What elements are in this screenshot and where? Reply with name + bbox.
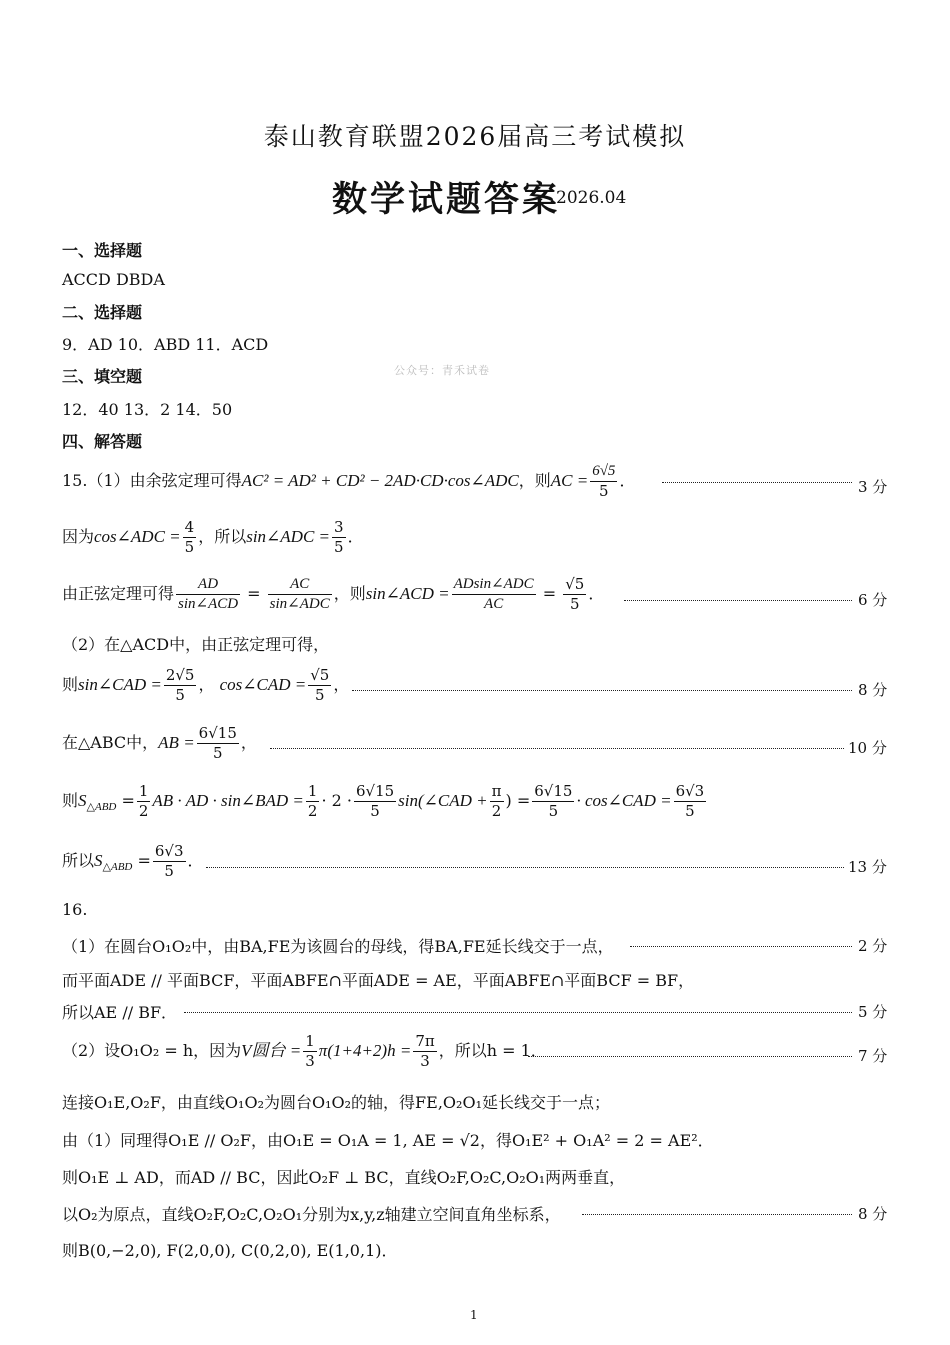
- score-6: 6 分: [858, 591, 888, 609]
- q16-line1: （1）在圆台O₁O₂中，由BA,FE为该圆台的母线，得BA,FE延长线交于一点，: [62, 937, 614, 956]
- q15-line6: 在△ABC中，AB = $\frac{6√15}{5}$ ，: [62, 724, 257, 762]
- q16-line5: 连接O₁E,O₂F，由直线O₁O₂为圆台O₁O₂的轴，得FE,O₂O₁延长线交于一点；: [62, 1093, 610, 1112]
- q16-line2: 而平面ADE // 平面BCF，平面ABFE∩平面ADE = AE，平面ABFE∩平面BCF = BF，: [62, 971, 695, 990]
- leader-dots: [662, 482, 852, 483]
- score-2: 2 分: [858, 937, 888, 955]
- fill-answers: 12．40 13．2 14．50: [62, 400, 233, 419]
- section-fill-label: 三、填空题: [62, 367, 143, 386]
- leader-dots: [352, 690, 852, 691]
- score-3: 3 分: [858, 478, 888, 496]
- q16-line9: 则B(0,−2,0), F(2,0,0), C(0,2,0), E(1,0,1)．: [62, 1241, 398, 1260]
- section-solve-label: 四、解答题: [62, 432, 143, 451]
- section-choice-label: 一、选择题: [62, 241, 143, 260]
- q15-line2: 因为cos∠ADC = $\frac{4}{5}$ ，所以sin∠ADC = $\frac{3}{5}$ ．: [62, 518, 364, 556]
- score-8b: 8 分: [858, 1205, 888, 1223]
- score-10: 10 分: [848, 739, 887, 757]
- score-13: 13 分: [848, 858, 887, 876]
- leader-dots: [270, 748, 844, 749]
- q15-line1: 15.（1）由余弦定理可得AC² = AD² + CD² − 2AD·CD·cos∠ADC，则AC = $\frac{6√5}{5}$ ．: [62, 463, 636, 500]
- leader-dots: [184, 1012, 852, 1013]
- leader-dots: [630, 946, 852, 947]
- score-5: 5 分: [858, 1003, 888, 1021]
- q15-line4: （2）在△ACD中，由正弦定理可得，: [62, 635, 330, 654]
- q16-number: 16.: [62, 900, 88, 919]
- score-7: 7 分: [858, 1047, 888, 1065]
- answer-title: 数学试题答案: [332, 179, 561, 220]
- multi-choice-answers: 9．AD 10．ABD 11．ACD: [62, 335, 269, 354]
- page-number: 1: [470, 1308, 478, 1322]
- q16-line6: 由（1）同理得O₁E // O₂F，由O₁E = O₁A = 1, AE = √2，得O₁E² + O₁A² = 2 = AE²．: [62, 1131, 714, 1150]
- q15-line8: 所以$S_{\triangle ABD}$ = $\frac{6√3}{5}$ ．: [62, 842, 204, 880]
- q16-line7: 则O₁E ⊥ AD，而AD // BC，因此O₂F ⊥ BC，直线O₂F,O₂C,O₂O₁两两垂直，: [62, 1168, 626, 1187]
- leader-dots: [624, 600, 852, 601]
- leader-dots: [582, 1214, 852, 1215]
- choice-answers: ACCD DBDA: [62, 270, 165, 289]
- q16-line8: 以O₂为原点，直线O₂F,O₂C,O₂O₁分别为x,y,z轴建立空间直角坐标系，: [62, 1205, 561, 1224]
- exam-date: 2026.04: [556, 188, 627, 208]
- watermark: 公众号：青禾试卷: [394, 364, 490, 377]
- score-8: 8 分: [858, 681, 888, 699]
- leader-dots: [206, 867, 844, 868]
- section-multi-choice-label: 二、选择题: [62, 303, 143, 322]
- exam-title: 泰山教育联盟2026届高三考试模拟: [263, 122, 687, 151]
- q15-line7: 则$S_{\triangle ABD}$ = $\frac{1}{2}$ AB · AD · sin∠BAD = $\frac{1}{2}$ · 2 · $\frac{6√15}{5}$ sin(∠CAD + $\frac{\pi}{2}$ ) = $\frac{6√15}{5}$ · cos∠CAD = $\frac{6√3}{5}$: [62, 782, 705, 820]
- q15-line5: 则sin∠CAD = $\frac{2√5}{5}$ ， cos∠CAD = $\frac{√5}{5}$ ，: [62, 666, 350, 704]
- leader-dots: [528, 1056, 852, 1057]
- q16-line3: 所以AE // BF．: [62, 1003, 178, 1022]
- q15-line3: 由正弦定理可得 $\frac{AD}{\text{sin∠ACD}}$ = $\frac{AC}{\text{sin∠ADC}}$ ，则sin∠ACD = $\frac{\text{ADsin∠ADC}}{AC}$ = $\frac{√5}{5}$ ．: [62, 575, 605, 613]
- q16-line4: （2）设O₁O₂ = h，因为V圆台 = $\frac{1}{3}$ π(1+4+2)h = $\frac{7\pi}{3}$ ，所以h = 1．: [62, 1032, 547, 1070]
